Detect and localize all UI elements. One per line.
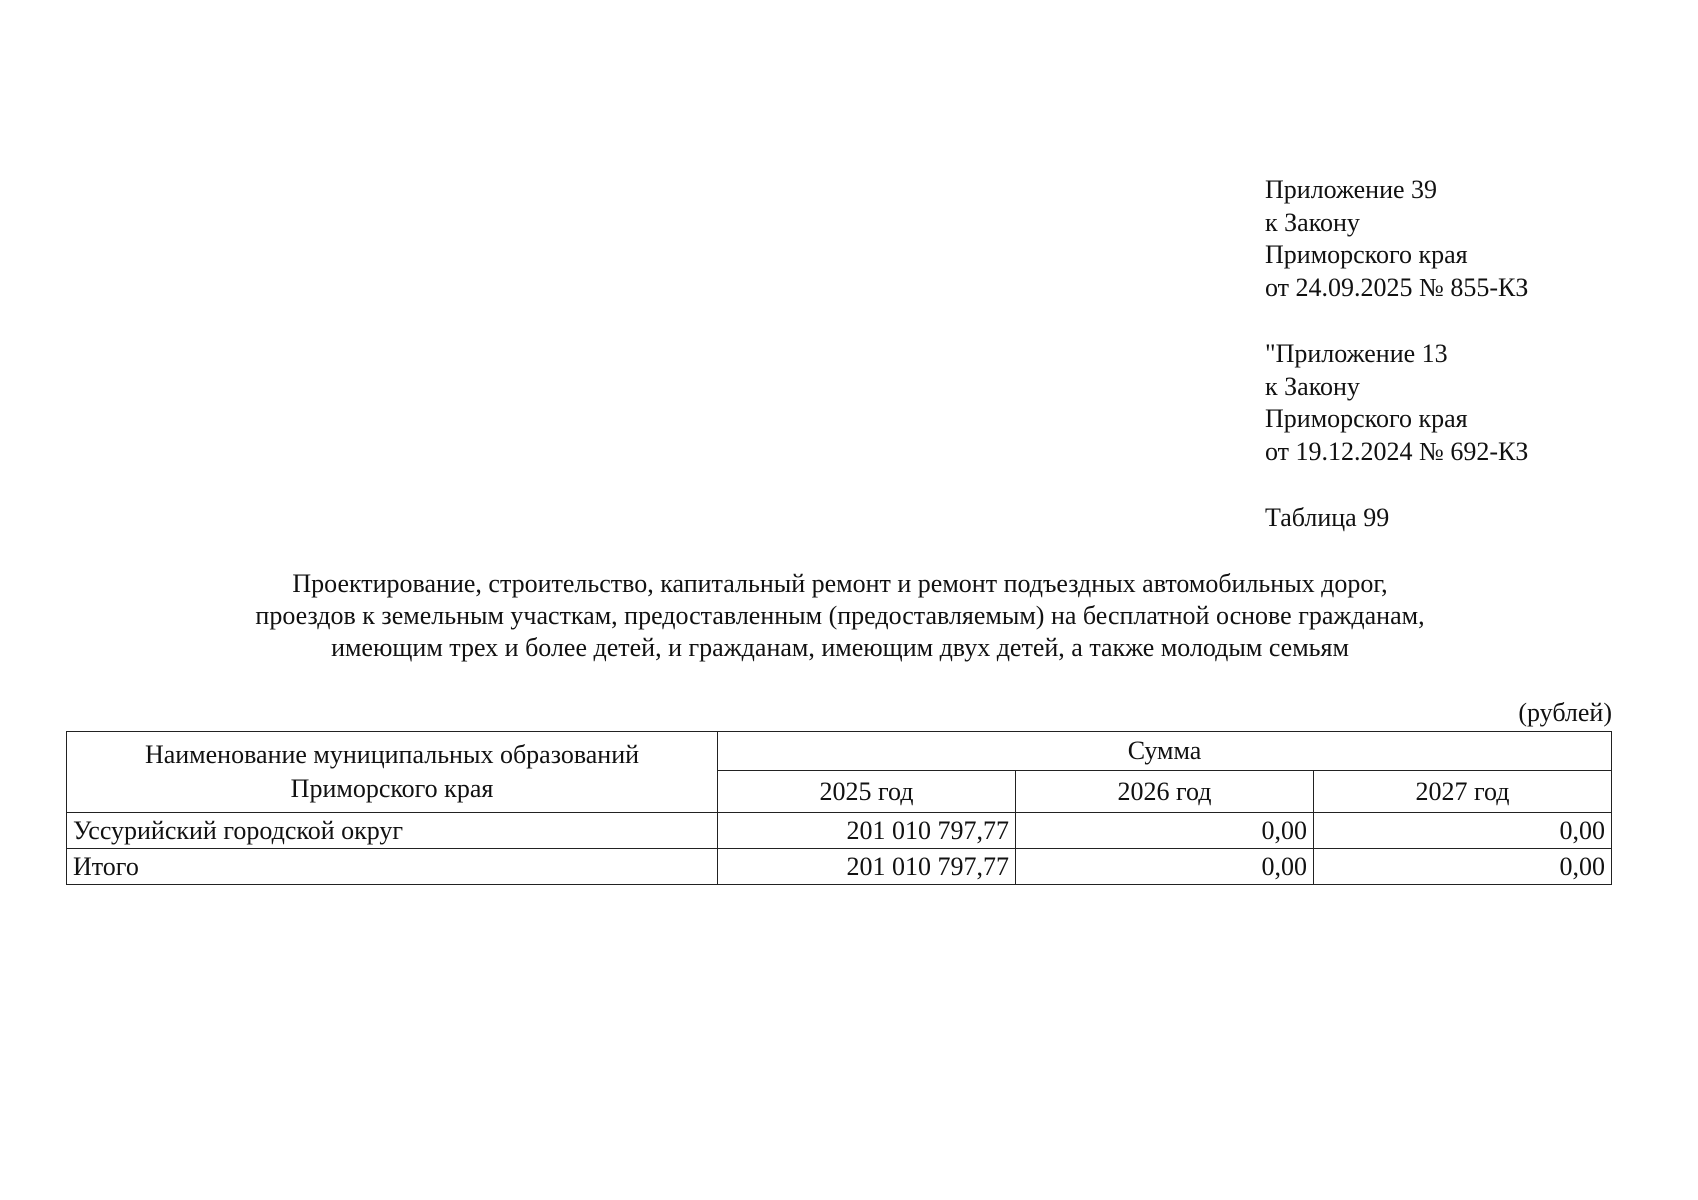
amount-cell: 201 010 797,77	[718, 813, 1016, 849]
appendix-reference-original	[1265, 338, 1528, 468]
appendix-line: от 19.12.2024 № 692-КЗ	[1265, 436, 1529, 466]
table-number	[1265, 502, 1389, 535]
amounts-table	[66, 731, 1612, 885]
amount-cell: 0,00	[1016, 813, 1314, 849]
appendix-line: Приморского края	[1265, 404, 1468, 433]
appendix-line: от 24.09.2025 № 855-КЗ	[1265, 272, 1529, 302]
appendix-line: Приморского края	[1265, 240, 1468, 269]
total-amount-cell: 0,00	[1314, 849, 1612, 885]
appendix-line: "Приложение 13	[1265, 339, 1448, 368]
total-amount-cell: 201 010 797,77	[718, 849, 1016, 885]
header-municipality	[67, 732, 718, 813]
table-header-row	[67, 732, 1612, 771]
title-line: имеющим трех и более детей, и гражданам, имеющим двух детей, а также молодым семьям	[331, 633, 1349, 662]
appendix-line: Приложение 39	[1265, 175, 1438, 204]
appendix-line: к Закону	[1265, 371, 1360, 401]
header-municipality-line: Наименование муниципальных образований	[144, 740, 640, 769]
header-year: 2026 год	[1016, 771, 1314, 813]
total-label: Итого	[67, 849, 718, 885]
table-total-row	[67, 849, 1612, 885]
unit-label: (рублей)	[1518, 698, 1612, 727]
header-municipality-line: Приморского края	[290, 774, 494, 803]
municipality-name: Уссурийский городской округ	[67, 813, 718, 849]
table-number-label: Таблица 99	[1265, 503, 1390, 532]
amount-cell: 0,00	[1314, 813, 1612, 849]
header-sum: Сумма	[718, 732, 1612, 771]
header-year: 2025 год	[718, 771, 1016, 813]
table-row	[67, 813, 1612, 849]
appendix-line: к Закону	[1265, 207, 1360, 237]
total-amount-cell: 0,00	[1016, 849, 1314, 885]
title-line: Проектирование, строительство, капитальный ремонт и ремонт подъездных автомобильных дорог,	[292, 569, 1388, 598]
title-line: проездов к земельным участкам, предоставленным (предоставляемым) на бесплатной основе гражданам,	[255, 601, 1425, 630]
document-title	[150, 568, 1530, 664]
appendix-reference-current	[1265, 174, 1528, 304]
header-year: 2027 год	[1314, 771, 1612, 813]
